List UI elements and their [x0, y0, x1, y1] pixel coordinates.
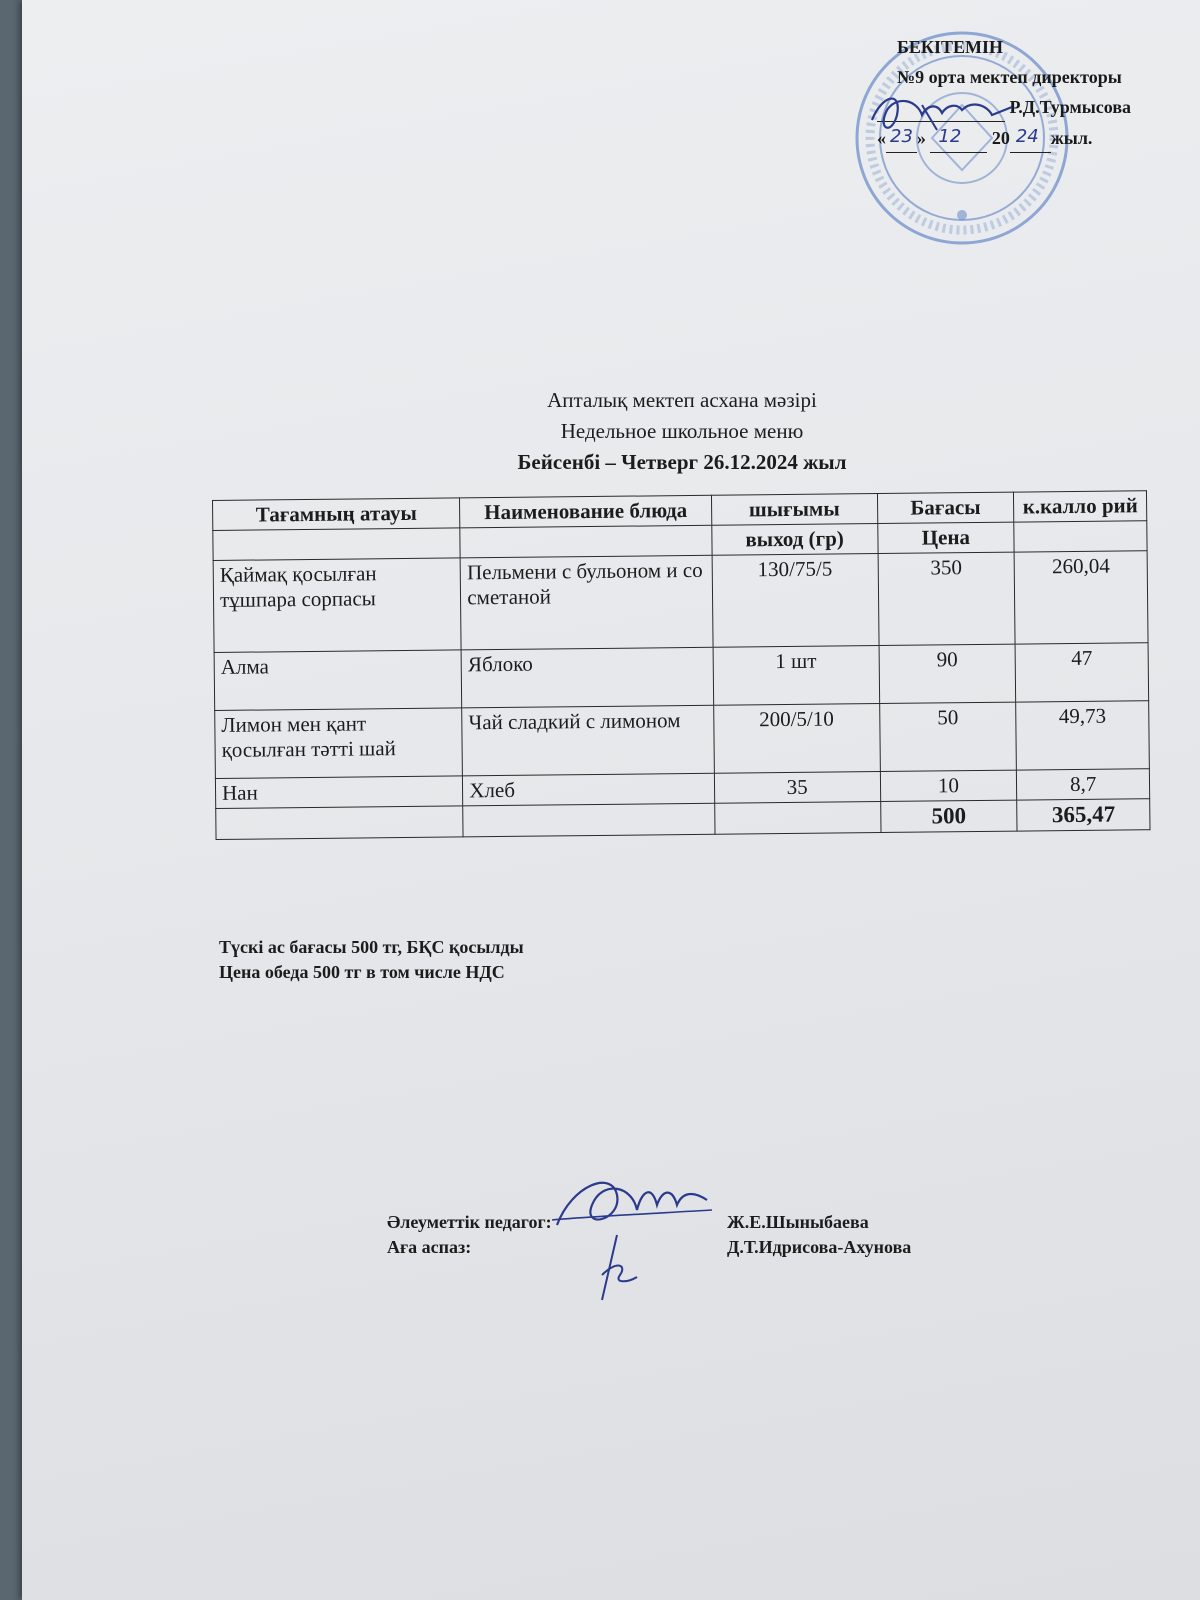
total-empty-2: [463, 803, 715, 837]
header-price-ru: Цена: [877, 522, 1014, 553]
cell-kcal: 8,7: [1017, 769, 1150, 800]
cell-name-kz: Алма: [214, 650, 462, 711]
cell-price: 90: [879, 644, 1016, 703]
cell-output: 1 шт: [713, 646, 879, 706]
role-social-pedagogue: Әлеуметтік педагог:: [387, 1212, 552, 1232]
cell-name-kz: Қаймақ қосылған тұшпара сорпасы: [213, 558, 461, 653]
staff-names: [727, 1210, 911, 1260]
staff-signatures: [542, 1165, 722, 1305]
menu-table: [212, 490, 1151, 840]
total-empty-3: [714, 802, 880, 835]
total-empty-1: [216, 806, 464, 840]
approval-position: №9 орта мектеп директоры: [897, 67, 1122, 87]
table-row: [214, 643, 1149, 711]
cell-kcal: 260,04: [1014, 551, 1148, 644]
title-kz: Апталық мектеп асхана мәзірі: [547, 388, 817, 412]
subheader-empty-3: [1014, 521, 1147, 552]
subheader-empty-1: [213, 528, 461, 561]
cell-name-kz: Нан: [215, 776, 463, 809]
header-kcal: к.калло рий: [1014, 491, 1147, 522]
cell-name-kz: Лимон мен қант қосылған тәтті шай: [215, 708, 463, 779]
date-year-prefix: 20: [991, 128, 1010, 148]
date-quote-close: »: [916, 128, 926, 148]
price-note-kz: Түскі ас бағасы 500 тг, БҚС қосылды: [219, 937, 524, 957]
approval-heading: БЕКІТЕМІН: [897, 37, 1003, 57]
header-name-ru: Наименование блюда: [460, 495, 712, 528]
cell-kcal: 49,73: [1016, 701, 1149, 770]
cell-output: 35: [714, 772, 880, 804]
date-year-suffix: 24: [1010, 122, 1051, 153]
date-month: 12: [930, 122, 987, 153]
director-name: Р.Д.Турмысова: [1009, 97, 1132, 117]
date-quote-open: «: [877, 128, 886, 148]
cell-output: 200/5/10: [713, 704, 879, 774]
cell-price: 10: [880, 770, 1017, 801]
cell-name-ru: Яблоко: [461, 647, 713, 708]
total-price: 500: [880, 800, 1017, 832]
director-signature: [862, 75, 1022, 155]
header-price-kz: Бағасы: [877, 492, 1014, 523]
cell-name-ru: Пельмени с бульоном и со сметаной: [460, 555, 712, 650]
name-social-pedagogue: Ж.Е.Шыныбаева: [727, 1212, 869, 1232]
table-row: [215, 701, 1150, 779]
subheader-empty-2: [460, 525, 712, 558]
price-note-ru: Цена обеда 500 тг в том числе НДС: [219, 962, 505, 982]
total-kcal: 365,47: [1017, 799, 1150, 831]
date-day: 23: [886, 122, 917, 153]
header-output-kz: шығымы: [711, 494, 877, 526]
name-head-cook: Д.Т.Идрисова-Ахунова: [727, 1237, 912, 1257]
header-name-kz: Тағамның атауы: [213, 498, 461, 531]
staff-roles: [387, 1210, 552, 1260]
cell-price: 50: [879, 702, 1016, 771]
cell-kcal: 47: [1015, 643, 1148, 702]
table-row: [213, 551, 1148, 653]
title-day: Бейсенбі – Четверг 26.12.2024 жыл: [517, 450, 847, 474]
cell-name-ru: Хлеб: [463, 773, 715, 806]
document-titles: [207, 385, 1157, 478]
price-note: [219, 935, 524, 985]
role-head-cook: Аға аспаз:: [387, 1237, 472, 1257]
title-ru: Недельное школьное меню: [560, 419, 804, 443]
cell-output: 130/75/5: [712, 554, 879, 648]
header-output-ru: выход (гр): [712, 524, 878, 556]
cell-price: 350: [878, 552, 1016, 645]
cell-name-ru: Чай сладкий с лимоном: [462, 705, 714, 776]
document-page: [22, 0, 1200, 1600]
date-year-word: жыл.: [1050, 128, 1093, 148]
